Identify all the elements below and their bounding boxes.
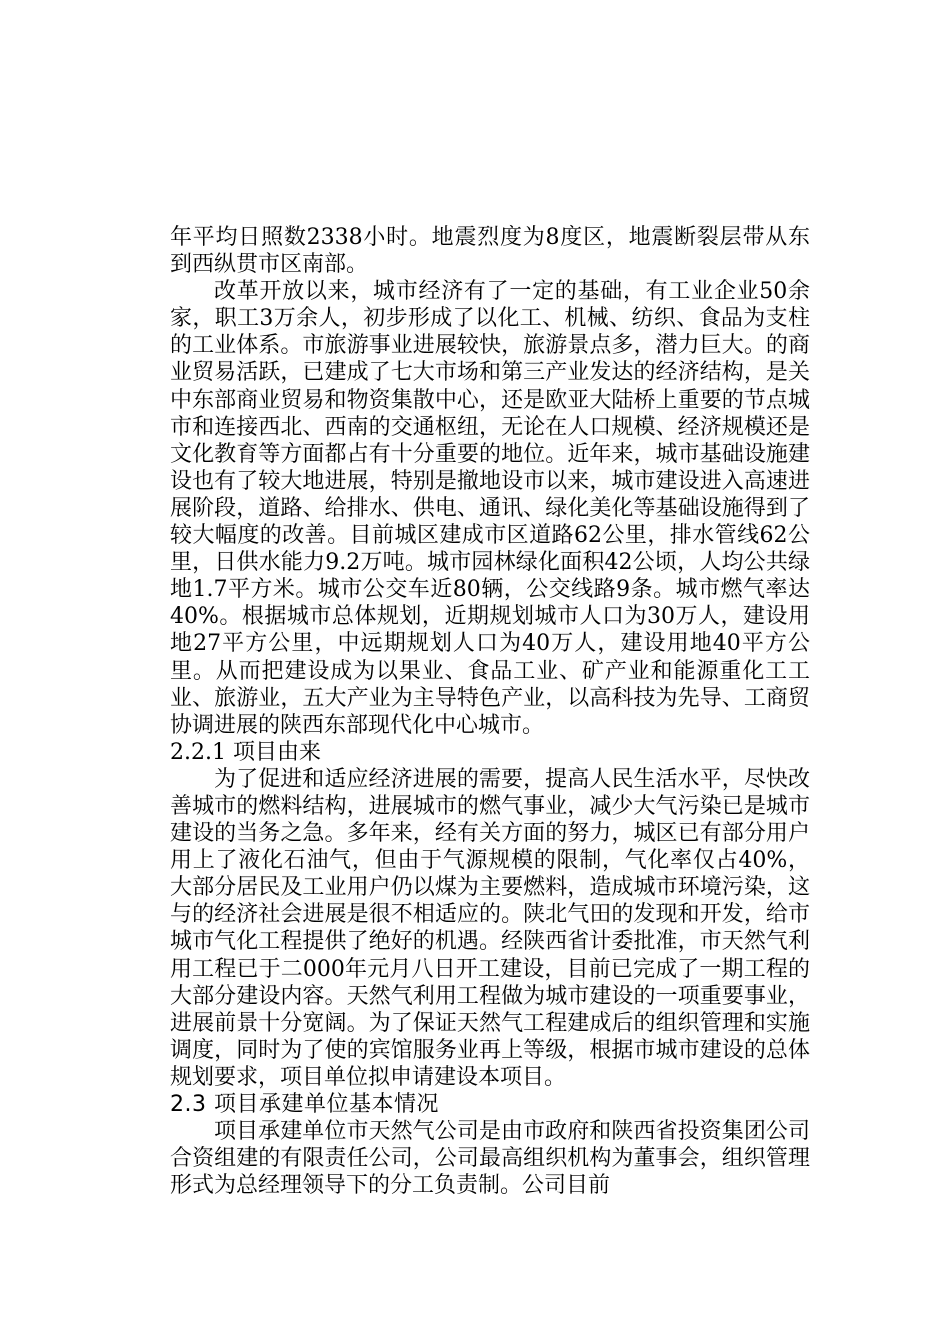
document-page <box>170 224 810 1199</box>
paragraph-economy: 改革开放以来，城市经济有了一定的基础，有工业企业50余家，职工3万余人，初步形成了以化工、机械、纺织、食品为支柱的工业体系。市旅游事业进展较快，旅游景点多，潜力巨大。的商业贸易活跃，已建成了七大市场和第三产业发达的经济结构，是关中东部商业贸易和物资集散中心，还是欧亚大陆桥上重要的节点城市和连接西北、西南的交通枢纽，无论在人口规模、经济规模还是文化教育等方面都占有十分重要的地位。近年来，城市基础设施建设也有了较大地进展，特别是撤地设市以来，城市建设进入高速进展阶段，道路、给排水、供电、通讯、绿化美化等基础设施得到了较大幅度的改善。目前城区建成市区道路62公里，排水管线62公里，日供水能力9.2万吨。城市园林绿化面积42公顷，人均公共绿地1.7平方米。城市公交车近80辆，公交线路9条。城市燃气率达40%。根据城市总体规划，近期规划城市人口为30万人，建设用地27平方公里，中远期规划人口为40万人，建设用地40平方公里。从而把建设成为以果业、食品工业、矿产业和能源重化工工业、旅游业，五大产业为主导特色产业，以高科技为先导、工商贸协调进展的陕西东部现代化中心城市。 <box>170 279 810 738</box>
paragraph-contractor: 项目承建单位市天然气公司是由市政府和陕西省投资集团公司合资组建的有限责任公司，公司最高组织机构为董事会，组织管理形式为总经理领导下的分工负责制。公司目前 <box>170 1119 810 1199</box>
paragraph-project-origin: 为了促进和适应经济进展的需要，提高人民生活水平，尽快改善城市的燃料结构，进展城市的燃气事业，减少大气污染已是城市建设的当务之急。多年来，经有关方面的努力，城区已有部分用户用上了液化石油气，但由于气源规模的限制，气化率仅占40%，大部分居民及工业用户仍以煤为主要燃料，造成城市环境污染，这与的经济社会进展是很不相适应的。陕北气田的发现和开发，给市城市气化工程提供了绝好的机遇。经陕西省计委批准，市天然气利用工程已于二000年元月八日开工建设，目前已完成了一期工程的大部分建设内容。天然气利用工程做为城市建设的一项重要事业，进展前景十分宽阔。为了保证天然气工程建成后的组织管理和实施调度，同时为了使的宾馆服务业再上等级，根据市城市建设的总体规划要求，项目单位拟申请建设本项目。 <box>170 766 810 1090</box>
paragraph-climate: 年平均日照数2338小时。地震烈度为8度区，地震断裂层带从东到西纵贯市区南部。 <box>170 225 810 278</box>
section-heading-2-2-1: 2.2.1 项目由来 <box>170 739 321 765</box>
section-heading-2-3: 2.3 项目承建单位基本情况 <box>170 1092 439 1117</box>
